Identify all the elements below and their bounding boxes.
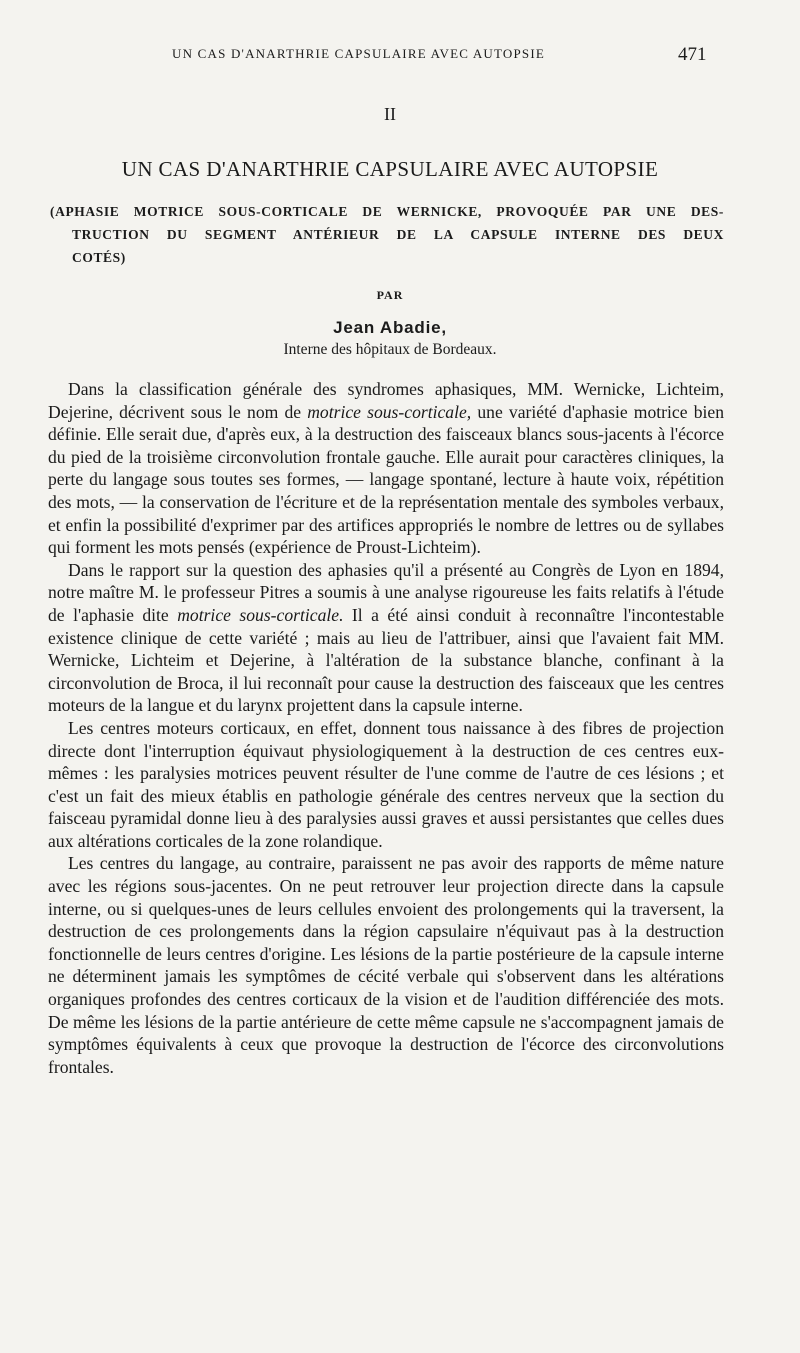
running-header: UN CAS D'ANARTHRIE CAPSULAIRE AVEC AUTOPSIE	[172, 46, 546, 61]
paragraph-1-part-a: Dans la classification générale des syndromes aphasiques, MM. Wernicke, Lichteim, Dejerine, décrivent sous le nom de	[48, 379, 724, 422]
article-subtitle	[50, 200, 724, 269]
paragraph-3: Les centres moteurs corticaux, en effet, donnent tous naissance à des fibres de projection directe dont l'interruption équivaut physiologiquement à la destruction de ces centres eux-mêmes : les paralysies motrices peuvent résulter de l'une comme de l'autre de ces lésions ; et c'est un fait des mieux établis en pathologie générale des centres nerveux que la section du faisceau pyramidal donne lieu à des paralysies aussi graves et aussi persistantes que celles dues aux altérations corticales de la zone rolandique.	[48, 717, 724, 851]
body-text	[48, 378, 724, 1078]
paragraph-1-part-b: une variété d'aphasie motrice bien définie. Elle serait due, d'après eux, à la destruction des faisceaux blancs sous-jacents à l'écorce du pied de la troisième circonvolution frontale gauche. Elle aurait pour caractères cliniques, la perte du langage sous toutes ses formes, — langage spontané, lecture à haute voix, répétition des mots, — la conservation de l'écriture et de la représentation mentale des symboles verbaux, et enfin la possibilité d'exprimer par des artifices appropriés le nombre de lettres ou de syllabes qui forment les mots pensés (expérience de Proust-Lichteim).	[48, 401, 724, 558]
byline-par: PAR	[376, 288, 404, 302]
author-affiliation: Interne des hôpitaux de Bordeaux.	[283, 341, 497, 358]
paragraph-2	[48, 559, 724, 717]
page-number: 471	[678, 44, 707, 65]
author-name: Jean Abadie,	[333, 318, 447, 337]
paragraph-1	[48, 378, 724, 559]
paragraph-4: Les centres du langage, au contraire, paraissent ne pas avoir des rapports de même nature avec les régions sous-jacentes. On ne peut retrouver leur projection directe dans la capsule interne, ou si quelques-unes de leurs cellules envoient des prolongements qui la traversent, la destruction de ces prolongements dans la région capsulaire n'équivaut pas à la destruction fonctionnelle de leurs centres d'origine. Les lésions de la partie postérieure de la capsule interne ne déterminent jamais les symptômes de cécité verbale qui s'observent dans les altérations organiques profondes des centres corticaux de la vision et de l'audition différenciée des mots. De même les lésions de la partie antérieure de cette même capsule ne s'accompagnent jamais de symptômes équivalents à ceux que provoque la destruction de l'écorce des circonvolutions frontales.	[48, 853, 724, 1077]
paragraph-2-part-b: Il a été ainsi conduit à reconnaître l'incontestable existence clinique de cette variété ; mais au lieu de l'attribuer, ainsi que l'avaient fait MM. Wernicke, Lichteim et Dejerine, à l'altération de la substance blanche, confinant à la circonvolution de Broca, il lui reconnaît pour cause la destruction des faisceaux que les centres moteurs de la langue et du larynx projettent dans la capsule interne.	[48, 604, 725, 716]
paragraph-2-part-a: Dans le rapport sur la question des aphasies qu'il a présenté au Congrès de Lyon en 1894, notre maître M. le professeur Pitres a soumis à une analyse rigoureuse les faits relatifs à l'étude de l'aphasie dite	[48, 559, 724, 625]
subtitle-line-2: TRUCTION DU SEGMENT ANTÉRIEUR DE LA CAPSULE INTERNE DES DEUX	[72, 227, 724, 242]
subtitle-line-3: COTÉS)	[72, 250, 126, 265]
subtitle-line-1: (APHASIE MOTRICE SOUS-CORTICALE DE WERNICKE, PROVOQUÉE PAR UNE DES-	[50, 204, 724, 219]
section-numeral: II	[384, 104, 396, 124]
paragraph-1-emphasis: motrice sous-corticale,	[307, 401, 472, 422]
article-title: UN CAS D'ANARTHRIE CAPSULAIRE AVEC AUTOPSIE	[121, 157, 659, 181]
paragraph-2-emphasis: motrice sous-corticale.	[177, 604, 344, 625]
